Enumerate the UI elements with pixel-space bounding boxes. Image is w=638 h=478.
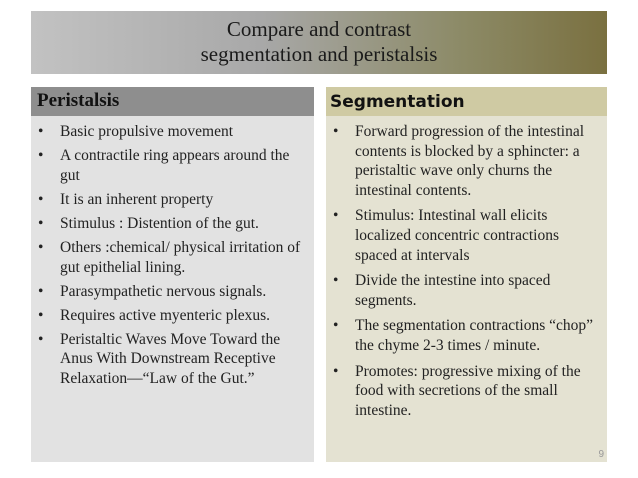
peristalsis-column (31, 116, 314, 462)
list-item-text: Promotes: progressive mixing of the food with secretions of the small intestine. (355, 362, 581, 419)
list-item (38, 238, 312, 277)
slide-title-line-1: Compare and contrast (226, 17, 412, 41)
bullet-icon: • (38, 123, 44, 140)
peristalsis-list (38, 122, 312, 393)
list-item-text: Basic propulsive movement (60, 123, 234, 140)
bullet-icon: • (38, 306, 44, 324)
list-item-text: Peristaltic Waves Move Toward the Anus With Downstream Receptive Relaxation—“Law of the Gut.” (60, 330, 281, 388)
slide-title-line-2: segmentation and peristalsis (200, 42, 438, 66)
bullet-icon: • (38, 238, 44, 256)
list-item (333, 316, 605, 355)
list-item (38, 122, 312, 142)
list-item-text: Requires active myenteric plexus. (60, 306, 271, 324)
list-item (38, 146, 312, 185)
list-item-text: Forward progression of the intestinal contents is blocked by a sphincter: a peristaltic wave only churns the intestinal contents. (355, 123, 585, 199)
list-item (333, 206, 605, 265)
bullet-icon: • (333, 362, 339, 380)
list-item (333, 362, 605, 421)
segmentation-heading: Segmentation (330, 92, 465, 112)
list-item-text: Parasympathetic nervous signals. (60, 282, 267, 300)
page-number: 9 (598, 449, 604, 460)
bullet-icon: • (38, 190, 44, 208)
segmentation-header (326, 87, 607, 116)
list-item-text: Others :chemical/ physical irritation of gut epithelial lining. (60, 238, 301, 276)
list-item (38, 214, 312, 234)
bullet-icon: • (333, 207, 339, 225)
list-item (333, 271, 605, 310)
bullet-icon: • (333, 317, 339, 335)
title-band (31, 11, 607, 74)
list-item (38, 190, 312, 210)
bullet-icon: • (38, 330, 44, 348)
list-item-text: A contractile ring appears around the gut (60, 147, 290, 184)
list-item (38, 330, 312, 389)
list-item (333, 122, 605, 200)
bullet-icon: • (38, 282, 44, 300)
list-item-text: The segmentation contractions “chop” the chyme 2-3 times / minute. (355, 317, 594, 354)
list-item-text: It is an inherent property (60, 190, 214, 208)
bullet-icon: • (333, 272, 339, 290)
list-item-text: Stimulus : Distention of the gut. (60, 214, 259, 232)
list-item (38, 306, 312, 326)
bullet-icon: • (38, 214, 44, 232)
list-item-text: Stimulus: Intestinal wall elicits localized concentric contractions spaced at intervals (355, 207, 559, 264)
segmentation-list (333, 122, 605, 426)
bullet-icon: • (38, 147, 44, 165)
slide-title (31, 17, 607, 67)
peristalsis-heading: Peristalsis (37, 90, 120, 111)
list-item (38, 282, 312, 302)
list-item-text: Divide the intestine into spaced segments. (355, 272, 551, 309)
peristalsis-header (31, 87, 314, 116)
bullet-icon: • (333, 123, 339, 140)
segmentation-column (326, 116, 607, 462)
